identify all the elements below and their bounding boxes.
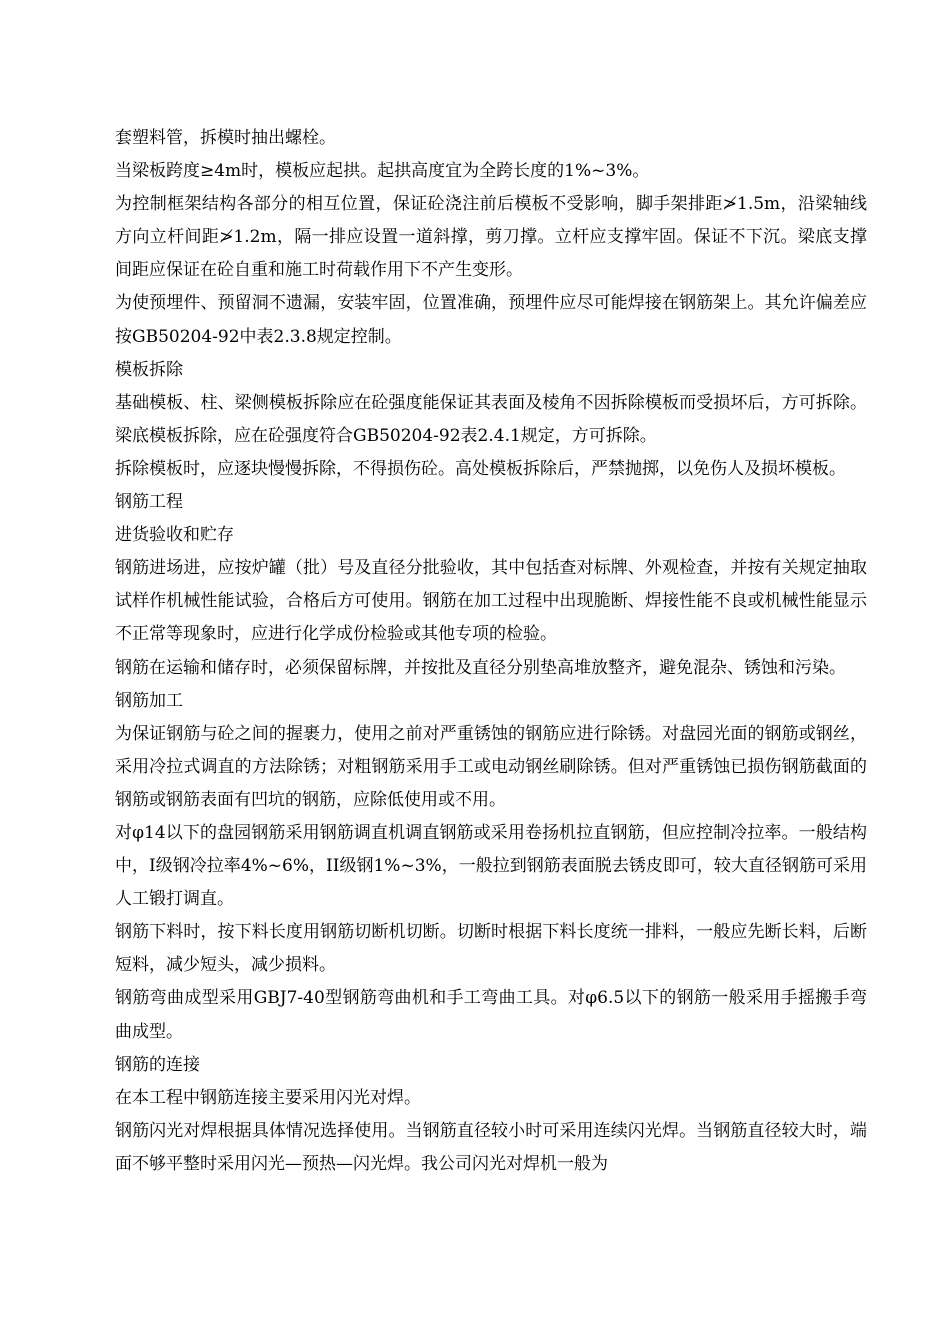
paragraph: 钢筋进场进，应按炉罐（批）号及直径分批验收，其中包括查对标牌、外观检查，并按有关规定抽取试样作机械性能试验，合格后方可使用。钢筋在加工过程中出现脆断、焊接性能不良或机械性能显示不正常等现象时，应进行化学成份检验或其他专项的检验。 (115, 558, 867, 645)
paragraph: 钢筋弯曲成型采用GBJ7-40型钢筋弯曲机和手工弯曲工具。对φ6.5以下的钢筋一般采用手摇搬手弯曲成型。 (115, 988, 867, 1042)
paragraph: 在本工程中钢筋连接主要采用闪光对焊。 (115, 1087, 421, 1108)
paragraph: 当梁板跨度≥4m时，模板应起拱。起拱高度宜为全跨长度的1%~3%。 (115, 161, 650, 182)
section-heading-formwork-removal: 模板拆除 (115, 359, 183, 380)
section-heading-rebar-connection: 钢筋的连接 (115, 1054, 200, 1075)
document-page (115, 122, 867, 1181)
paragraph: 钢筋闪光对焊根据具体情况选择使用。当钢筋直径较小时可采用连续闪光焊。当钢筋直径较大时，端面不够平整时采用闪光—预热—闪光焊。我公司闪光对焊机一般为 (115, 1120, 867, 1174)
paragraph: 套塑料管，拆模时抽出螺栓。 (115, 128, 336, 148)
section-heading-rebar-works: 钢筋工程 (115, 492, 183, 513)
paragraph: 钢筋在运输和储存时，必须保留标牌，并按批及直径分别垫高堆放整齐，避免混杂、锈蚀和污染。 (115, 657, 846, 678)
paragraph: 为使预埋件、预留洞不遗漏，安装牢固，位置准确，预埋件应尽可能焊接在钢筋架上。其允许偏差应按GB50204-92中表2.3.8规定控制。 (115, 293, 867, 347)
section-heading-rebar-processing: 钢筋加工 (115, 690, 183, 711)
section-heading-receiving-storage: 进货验收和贮存 (115, 525, 234, 546)
paragraph: 基础模板、柱、梁侧模板拆除应在砼强度能保证其表面及棱角不因拆除模板而受损坏后，方可拆除。梁底模板拆除，应在砼强度符合GB50204-92表2.4.1规定，方可拆除。 (115, 392, 867, 446)
paragraph: 为控制框架结构各部分的相互位置，保证砼浇注前后模板不受影响，脚手架排距≯1.5m，沿梁轴线方向立杆间距≯1.2m，隔一排应设置一道斜撑，剪刀撑。立杆应支撑牢固。保证不下沉。梁底支撑间距应保证在砼自重和施工时荷载作用下不产生变形。 (115, 194, 867, 281)
paragraph: 对φ14以下的盘园钢筋采用钢筋调直机调直钢筋或采用卷扬机拉直钢筋，但应控制冷拉率。一般结构中，I级钢冷拉率4%~6%，II级钢1%~3%，一般拉到钢筋表面脱去锈皮即可，较大直径钢筋可采用人工锻打调直。 (115, 822, 867, 910)
paragraph: 钢筋下料时，按下料长度用钢筋切断机切断。切断时根据下料长度统一排料，一般应先断长料，后断短料，减少短头，减少损料。 (115, 922, 867, 976)
paragraph: 为保证钢筋与砼之间的握裹力，使用之前对严重锈蚀的钢筋应进行除锈。对盘园光面的钢筋或钢丝，采用冷拉式调直的方法除锈；对粗钢筋采用手工或电动钢丝刷除锈。但对严重锈蚀已损伤钢筋截面的钢筋或钢筋表面有凹坑的钢筋，应除低使用或不用。 (115, 723, 867, 810)
paragraph: 拆除模板时，应逐块慢慢拆除，不得损伤砼。高处模板拆除后，严禁抛掷，以免伤人及损坏模板。 (115, 458, 846, 479)
